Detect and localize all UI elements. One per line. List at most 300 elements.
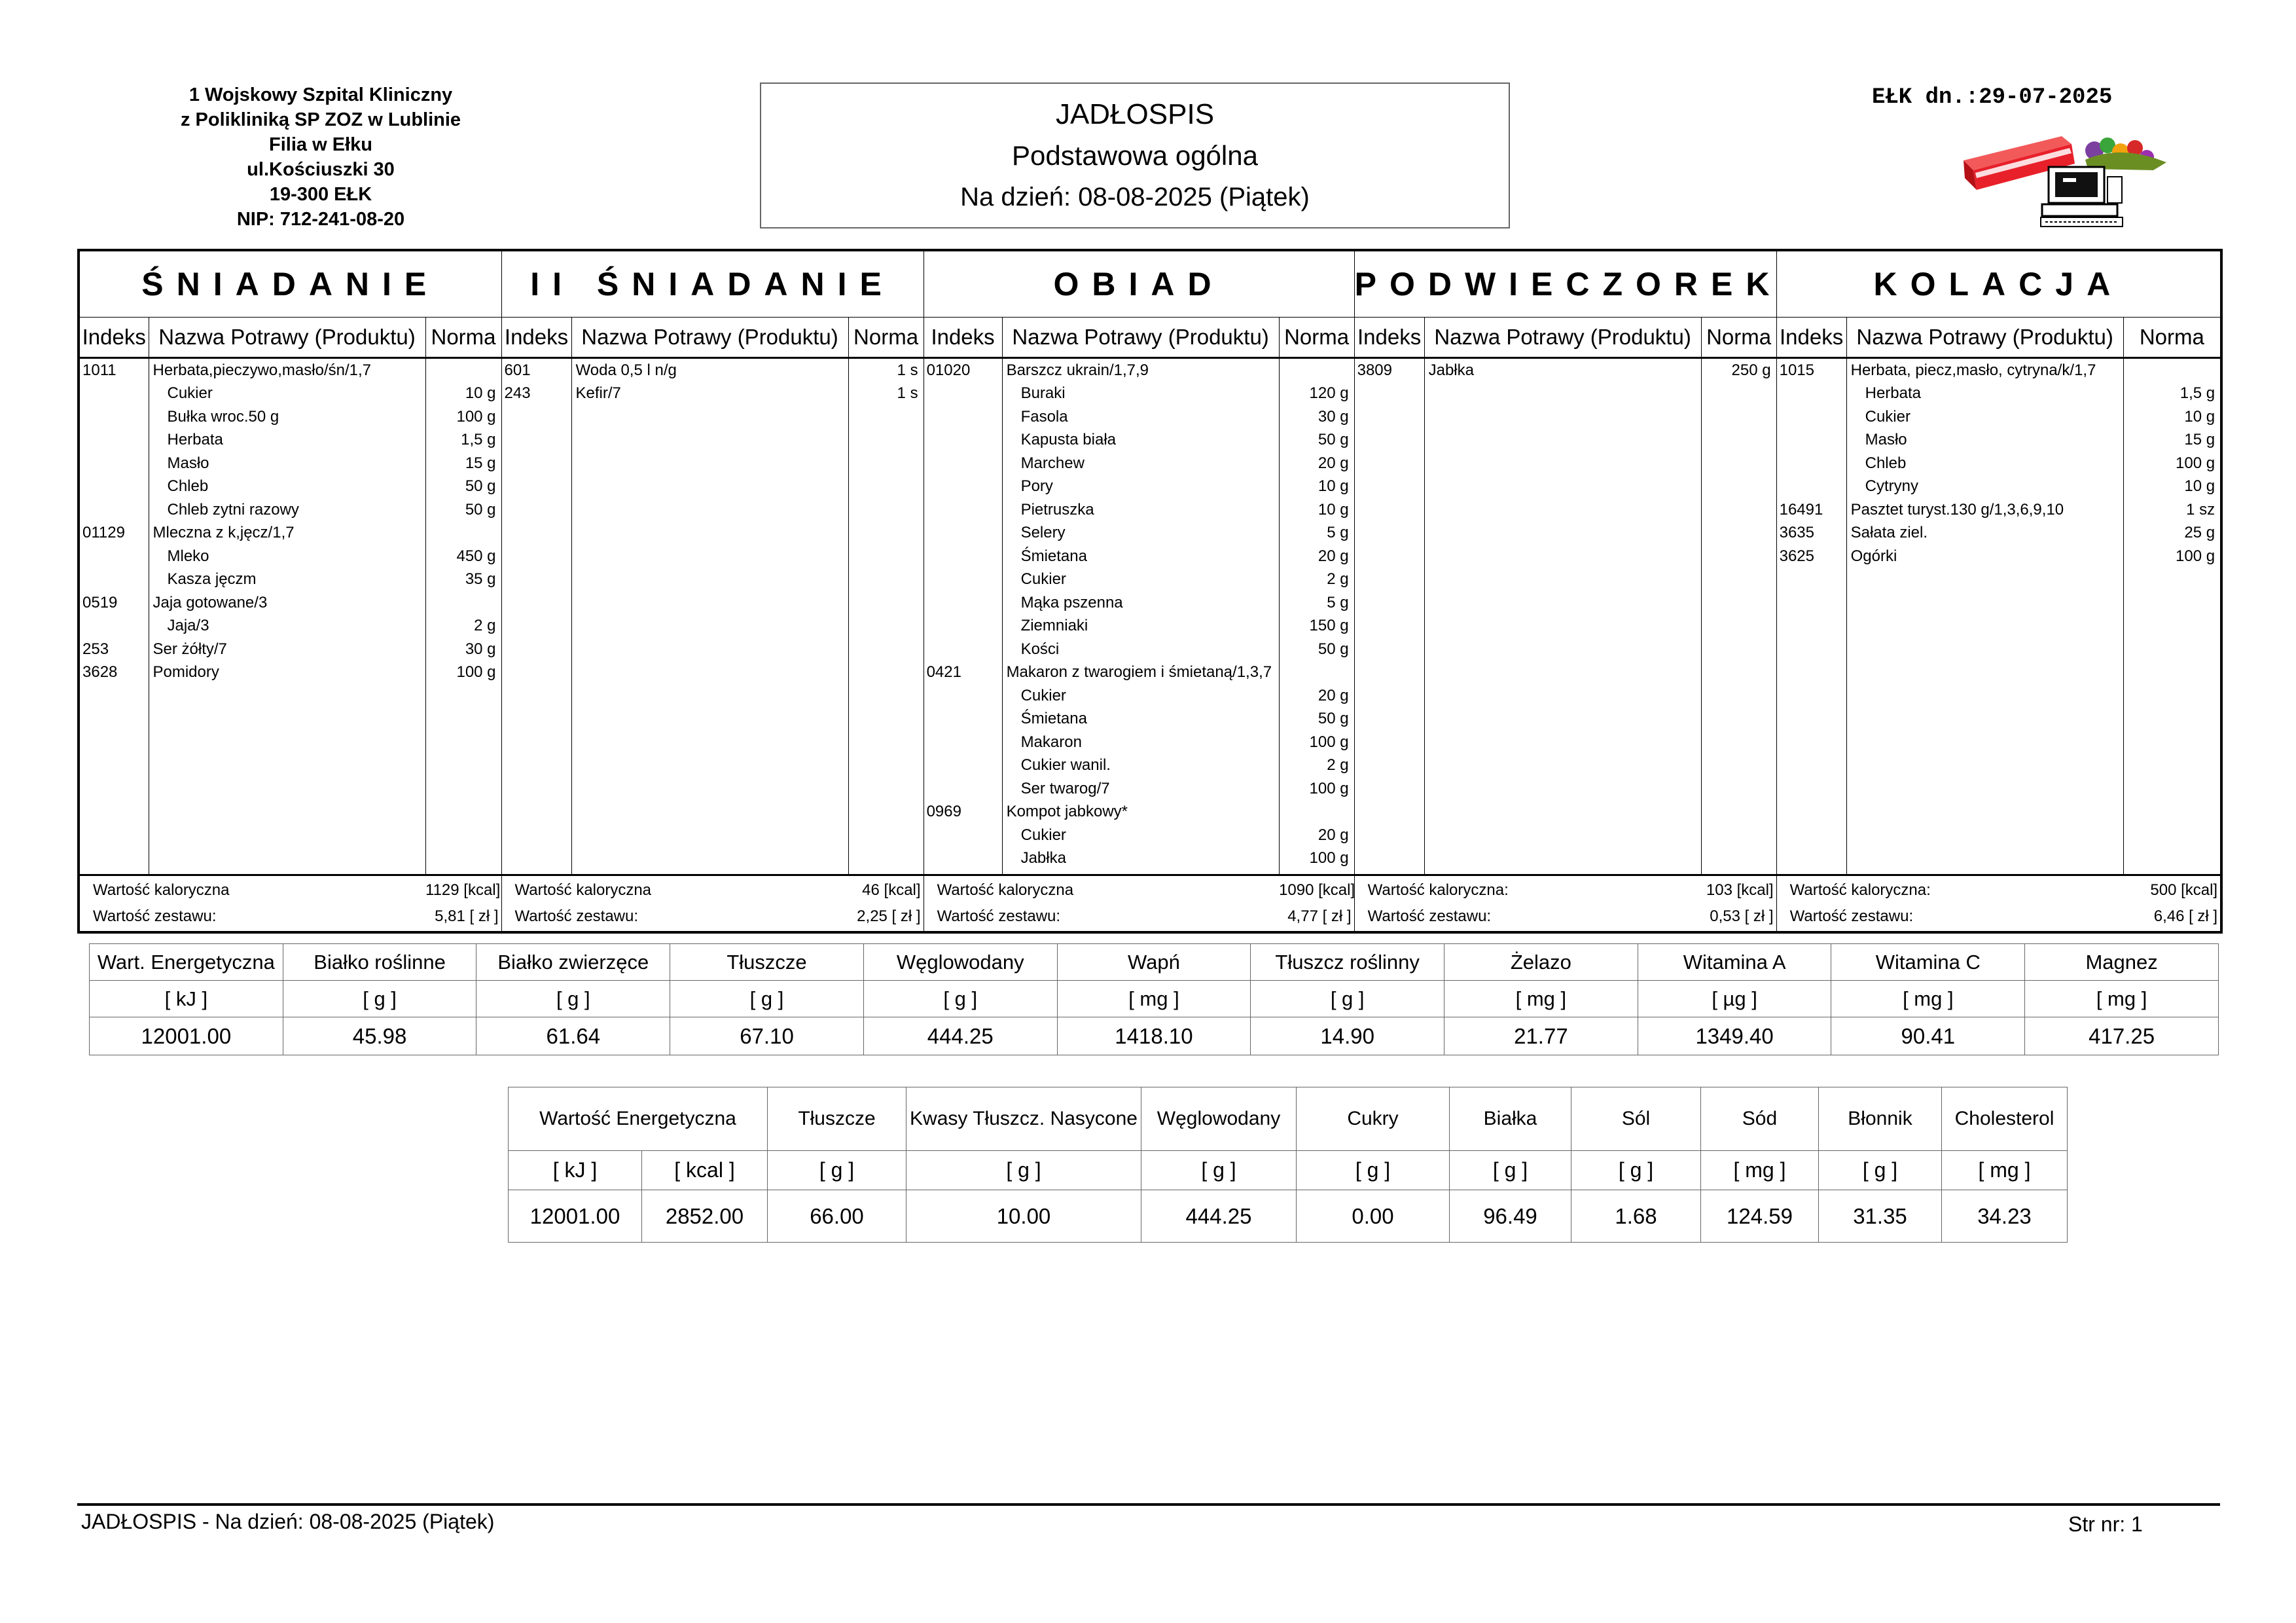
nutrient-name: Wart. Energetyczna [90, 944, 283, 981]
meal-title-second-breakfast: II ŚNIADANIE [501, 250, 924, 317]
dish-index: 01020 [926, 361, 971, 379]
meal-title-lunch: OBIAD [924, 250, 1354, 317]
ingredient-name: Buraki [1020, 384, 1066, 402]
meal-summary-labels [1354, 875, 1701, 932]
nutrient-name: Wapń [1057, 944, 1251, 981]
hospital-line1: 1 Wojskowy Szpital Kliniczny [188, 84, 453, 105]
dish-index [924, 568, 1002, 591]
dish-name: Pasztet turyst.130 g/1,3,6,9,10 [1850, 500, 2064, 519]
hospital-line6: NIP: 712-241-08-20 [236, 209, 405, 230]
cost-value: 4,77 [ zł ] [1287, 907, 1352, 925]
dish-norm [2124, 359, 2221, 382]
ingredient-name: Mąka pszenna [1020, 593, 1123, 611]
column-header-row [79, 317, 2221, 357]
column-index: Indeks [79, 317, 149, 357]
nutrient-unit: [ mg ] [1942, 1151, 2068, 1190]
dish-index [80, 498, 149, 522]
calorie-value: 1129 [kcal] [425, 881, 501, 899]
nutrient-value: 124.59 [1701, 1190, 1819, 1243]
diet-name: Podstawowa ogólna [1012, 140, 1258, 171]
nutrient-value: 2852.00 [642, 1190, 768, 1243]
dish-index: 0969 [926, 803, 961, 820]
dish-norm: 50 g [465, 500, 496, 519]
calorie-value: 103 [kcal] [1706, 881, 1774, 899]
dish-norm: 50 g [1318, 710, 1349, 727]
nutrient-name: Tłuszcze [670, 944, 864, 981]
ingredient-name: Mleko [167, 547, 209, 565]
dish-index [80, 452, 149, 475]
nutrition-table-2 [508, 1087, 2068, 1243]
title-box [760, 82, 1510, 228]
dish-index: 0421 [926, 663, 961, 681]
column-index: Indeks [1776, 317, 1846, 357]
dish-norm: 20 g [1318, 454, 1349, 472]
dish-norm: 100 g [1309, 733, 1349, 751]
dish-name: Ser żółty/7 [152, 640, 227, 658]
calorie-label: Wartość kaloryczna: [1367, 881, 1509, 899]
column-name: Nazwa Potrawy (Produktu) [571, 317, 848, 357]
ingredient-name: Cukier [1020, 826, 1066, 844]
ingredient-name: Kasza jęczm [167, 570, 257, 588]
ingredient-name: Chleb [1865, 454, 1907, 472]
ingredient-name: Kości [1020, 640, 1060, 658]
nutrient-value: 12001.00 [509, 1190, 642, 1243]
nutrient-name: Magnez [2025, 944, 2219, 981]
ingredient-name: Śmietana [1020, 710, 1087, 727]
ingredient-name: Masło [167, 454, 209, 472]
column-norm: Norma [1279, 317, 1354, 357]
dish-index [924, 452, 1002, 475]
meal-name-column [571, 357, 848, 875]
nutrition-header-row [90, 944, 2219, 981]
dish-index [1777, 428, 1846, 452]
page-number: Str nr: 1 [2068, 1512, 2143, 1536]
dish-name: Pomidory [152, 663, 219, 681]
nutrient-name: Białko zwierzęce [476, 944, 670, 981]
ingredient-name: Śmietana [1020, 547, 1087, 565]
menu-body-row [79, 357, 2221, 875]
calorie-value: 1090 [kcal] [1279, 881, 1355, 899]
dish-norm: 10 g [465, 384, 496, 402]
dish-name: Sałata ziel. [1850, 524, 1928, 541]
dish-index: 1015 [1779, 361, 1814, 379]
nutrient-name: Kwasy Tłuszcz. Nasycone [906, 1087, 1141, 1151]
dish-norm: 100 g [456, 663, 496, 681]
column-name: Nazwa Potrawy (Produktu) [1424, 317, 1701, 357]
nutrition-value-row [90, 1017, 2219, 1055]
nutrient-value: 10.00 [906, 1190, 1141, 1243]
nutrient-name: Błonnik [1819, 1087, 1942, 1151]
cost-value: 6,46 [ zł ] [2153, 907, 2218, 925]
ingredient-name: Selery [1020, 524, 1066, 541]
nutrition2-unit-row [509, 1151, 2068, 1190]
dish-norm: 10 g [1318, 477, 1349, 495]
nutrient-value: 21.77 [1444, 1017, 1638, 1055]
book-computer-fruit-logo-icon [1957, 131, 2173, 229]
nutrient-name: Sól [1571, 1087, 1701, 1151]
dish-index [924, 521, 1002, 545]
meal-norm-column [2123, 357, 2221, 875]
nutrient-name: Witamina A [1638, 944, 1831, 981]
meal-index-column [924, 357, 1002, 875]
dish-index [80, 475, 149, 498]
calorie-label: Wartość kaloryczna: [1789, 881, 1931, 899]
cost-value: 2,25 [ zł ] [857, 907, 921, 925]
nutrient-value: 34.23 [1942, 1190, 2068, 1243]
column-name: Nazwa Potrawy (Produktu) [149, 317, 425, 357]
dish-index: 1011 [82, 361, 117, 379]
ingredient-name: Cukier [167, 384, 213, 402]
dish-norm: 10 g [1318, 500, 1349, 519]
dish-index [80, 382, 149, 405]
cost-value: 0,53 [ zł ] [1710, 907, 1774, 925]
hospital-line5: 19-300 EŁK [269, 184, 372, 205]
ingredient-name: Jaja/3 [167, 617, 209, 634]
dish-norm: 100 g [2176, 454, 2215, 472]
meal-summary-labels [1776, 875, 2123, 932]
dish-norm: 30 g [465, 640, 496, 658]
dish-name: Mleczna z k,jęcz/1,7 [152, 524, 295, 541]
ingredient-name: Cukier [1020, 686, 1066, 704]
dish-index [924, 684, 1002, 708]
nutrient-unit: [ g ] [1450, 1151, 1571, 1190]
dish-index: 0519 [82, 593, 118, 611]
dish-norm: 250 g [1731, 361, 1771, 379]
dish-index: 16491 [1779, 500, 1823, 519]
meal-norm-column [425, 357, 501, 875]
dish-norm: 50 g [1318, 640, 1349, 658]
dish-norm [1280, 359, 1354, 382]
ingredient-name: Makaron [1020, 733, 1082, 751]
dish-norm: 1 sz [2186, 500, 2215, 519]
dish-norm: 25 g [2184, 524, 2215, 541]
dish-norm: 150 g [1309, 617, 1349, 634]
column-index: Indeks [924, 317, 1002, 357]
nutrient-unit: [ g ] [1819, 1151, 1942, 1190]
nutrient-unit: [ g ] [283, 981, 476, 1017]
ingredient-name: Kapusta biała [1020, 431, 1117, 448]
ingredient-name: Chleb zytni razowy [167, 500, 299, 519]
dish-index: 3635 [1779, 524, 1814, 541]
dish-name: Herbata, piecz,masło, cytryna/k/1,7 [1850, 361, 2096, 379]
dish-index: 253 [82, 640, 109, 658]
footer-divider [77, 1503, 2220, 1506]
dish-norm: 20 g [1318, 686, 1349, 704]
ingredient-name: Bułka wroc.50 g [167, 407, 279, 426]
dish-norm: 50 g [1318, 431, 1349, 448]
dish-norm: 20 g [1318, 547, 1349, 565]
issue-date: EŁK dn.:29-07-2025 [1872, 85, 2113, 110]
dish-index: 3625 [1779, 547, 1814, 565]
meal-name-column [1002, 357, 1279, 875]
dish-norm: 1,5 g [2179, 384, 2215, 402]
meal-title-afternoon-snack: PODWIECZOREK [1354, 250, 1776, 317]
dish-norm: 100 g [1309, 779, 1349, 797]
nutrient-value: 444.25 [863, 1017, 1057, 1055]
dish-index [924, 498, 1002, 522]
dish-norm: 100 g [2176, 547, 2215, 565]
nutrient-value: 31.35 [1819, 1190, 1942, 1243]
dish-index [924, 777, 1002, 801]
menu-summary-row [79, 875, 2221, 932]
meal-summary-values [2123, 875, 2221, 932]
menu-date: Na dzień: 08-08-2025 (Piątek) [960, 183, 1310, 211]
dish-norm: 15 g [465, 454, 496, 472]
nutrient-value: 96.49 [1450, 1190, 1571, 1243]
meal-name-column [1846, 357, 2123, 875]
dish-name: Jabłka [1428, 361, 1474, 379]
nutrient-value: 45.98 [283, 1017, 476, 1055]
dish-name: Jaja gotowane/3 [152, 593, 268, 611]
dish-norm: 30 g [1318, 407, 1349, 426]
meal-summary-values [1279, 875, 1354, 932]
dish-norm [426, 359, 501, 382]
dish-norm: 2 g [1327, 756, 1349, 774]
cost-label: Wartość zestawu: [93, 907, 217, 925]
dish-index [80, 405, 149, 429]
dish-norm: 10 g [2184, 407, 2215, 426]
ingredient-name: Ser twarog/7 [1020, 779, 1110, 797]
dish-norm: 5 g [1327, 524, 1349, 541]
dish-norm [1280, 800, 1354, 824]
nutrient-name: Witamina C [1831, 944, 2025, 981]
ingredient-name: Ziemniaki [1020, 617, 1088, 634]
nutrient-unit: [ kJ ] [509, 1151, 642, 1190]
nutrient-name: Tłuszcze [768, 1087, 906, 1151]
dish-index [1777, 382, 1846, 405]
dish-norm: 35 g [465, 570, 496, 588]
nutrient-unit: [ mg ] [1831, 981, 2025, 1017]
nutrient-value: 90.41 [1831, 1017, 2025, 1055]
hospital-line3: Filia w Ełku [269, 134, 372, 155]
ingredient-name: Chleb [167, 477, 209, 495]
calorie-value: 500 [kcal] [2150, 881, 2218, 899]
meal-norm-column [1279, 357, 1354, 875]
nutrient-name: Cholesterol [1942, 1087, 2068, 1151]
dish-norm: 120 g [1309, 384, 1349, 402]
dish-index [924, 545, 1002, 568]
calorie-label: Wartość kaloryczna [514, 881, 652, 899]
nutrient-value: 1.68 [1571, 1190, 1701, 1243]
nutrient-value: 1418.10 [1057, 1017, 1251, 1055]
nutrient-unit: [ g ] [1251, 981, 1444, 1017]
dish-index: 601 [504, 361, 531, 379]
dish-name: Ogórki [1850, 547, 1897, 565]
meal-norm-column [1701, 357, 1776, 875]
ingredient-name: Herbata [1865, 384, 1921, 402]
nutrient-unit: [ g ] [768, 1151, 906, 1190]
nutrient-unit: [ mg ] [1701, 1151, 1819, 1190]
dish-index [80, 545, 149, 568]
ingredient-name: Cukier [1865, 407, 1910, 426]
dish-norm: 450 g [456, 547, 496, 565]
ingredient-name: Marchew [1020, 454, 1085, 472]
dish-index: 3628 [82, 663, 118, 681]
nutrient-value: 14.90 [1251, 1017, 1444, 1055]
nutrient-unit: [ g ] [1141, 1151, 1297, 1190]
ingredient-name: Jabłka [1020, 849, 1066, 867]
meal-summary-values [1701, 875, 1776, 932]
calorie-label: Wartość kaloryczna [93, 881, 230, 899]
meal-summary-labels [79, 875, 425, 932]
dish-index [924, 614, 1002, 638]
nutrition2-value-row [509, 1190, 2068, 1243]
dish-norm: 1,5 g [461, 431, 496, 448]
dish-name: Kefir/7 [575, 384, 621, 402]
cost-label: Wartość zestawu: [1367, 907, 1492, 925]
dish-index [924, 754, 1002, 777]
meal-title-supper: KOLACJA [1776, 250, 2221, 317]
column-norm: Norma [2123, 317, 2221, 357]
dish-index [1777, 475, 1846, 498]
nutrient-name: Węglowodany [1141, 1087, 1297, 1151]
ingredient-name: Pory [1020, 477, 1053, 495]
cost-label: Wartość zestawu: [514, 907, 639, 925]
nutrition2-energy-header: Wartość Energetyczna [509, 1087, 768, 1151]
nutrient-name: Białka [1450, 1087, 1571, 1151]
nutrient-value: 12001.00 [90, 1017, 283, 1055]
nutrient-name: Tłuszcz roślinny [1251, 944, 1444, 981]
meal-index-column [1354, 357, 1424, 875]
meal-index-column [1776, 357, 1846, 875]
dish-norm: 100 g [456, 407, 496, 426]
dish-index [924, 382, 1002, 405]
nutrient-unit: [ kJ ] [90, 981, 283, 1017]
nutrient-unit: [ g ] [476, 981, 670, 1017]
meal-name-column [1424, 357, 1701, 875]
calorie-value: 46 [kcal] [862, 881, 921, 899]
nutrient-value: 66.00 [768, 1190, 906, 1243]
nutrient-name: Sód [1701, 1087, 1819, 1151]
nutrient-value: 61.64 [476, 1017, 670, 1055]
nutrient-name: Białko roślinne [283, 944, 476, 981]
dish-name: Kompot jabkowy* [1006, 803, 1128, 820]
dish-index: 243 [504, 384, 531, 402]
dish-norm: 2 g [1327, 570, 1349, 588]
dish-norm: 1 s [897, 384, 918, 402]
nutrient-unit: [ g ] [1571, 1151, 1701, 1190]
nutrient-unit: [ g ] [863, 981, 1057, 1017]
dish-index [924, 638, 1002, 661]
cost-label: Wartość zestawu: [1789, 907, 1914, 925]
meal-summary-values [848, 875, 924, 932]
dish-index: 3809 [1357, 361, 1392, 379]
hospital-address [98, 82, 543, 232]
dish-index [924, 824, 1002, 847]
page-title: JADŁOSPIS [1055, 98, 1215, 130]
dish-norm [426, 521, 501, 545]
nutrient-value: 444.25 [1141, 1190, 1297, 1243]
meal-index-column [79, 357, 149, 875]
dish-index [924, 731, 1002, 754]
dish-index [80, 568, 149, 591]
dish-index: 01129 [82, 524, 125, 541]
nutrition-table-1 [89, 943, 2219, 1055]
ingredient-name: Herbata [167, 431, 223, 448]
meal-title-breakfast: ŚNIADANIE [79, 250, 501, 317]
meal-norm-column [848, 357, 924, 875]
nutrient-value: 67.10 [670, 1017, 864, 1055]
dish-norm [426, 591, 501, 615]
dish-index [924, 475, 1002, 498]
dish-norm: 10 g [2184, 477, 2215, 495]
hospital-line2: z Polikliniką SP ZOZ w Lublinie [180, 109, 461, 130]
dish-name: Herbata,pieczywo,masło/śn/1,7 [152, 361, 371, 379]
dish-index [1777, 405, 1846, 429]
nutrient-name: Węglowodany [863, 944, 1057, 981]
ingredient-name: Pietruszka [1020, 500, 1094, 519]
dish-index [80, 428, 149, 452]
column-name: Nazwa Potrawy (Produktu) [1846, 317, 2123, 357]
dish-name: Woda 0,5 l n/g [575, 361, 677, 379]
ingredient-name: Masło [1865, 431, 1907, 448]
dish-norm [1280, 661, 1354, 684]
column-name: Nazwa Potrawy (Produktu) [1002, 317, 1279, 357]
nutrient-unit: [ mg ] [1057, 981, 1251, 1017]
column-norm: Norma [1701, 317, 1776, 357]
dish-norm: 15 g [2184, 431, 2215, 448]
cost-value: 5,81 [ zł ] [435, 907, 499, 925]
dish-name: Barszcz ukrain/1,7,9 [1006, 361, 1149, 379]
ingredient-name: Cukier [1020, 570, 1066, 588]
column-norm: Norma [425, 317, 501, 357]
dish-name: Makaron z twarogiem i śmietaną/1,3,7 [1006, 663, 1272, 681]
footer-title: JADŁOSPIS - Na dzień: 08-08-2025 (Piątek) [81, 1510, 495, 1533]
dish-norm: 5 g [1327, 593, 1349, 611]
hospital-line4: ul.Kościuszki 30 [247, 159, 395, 180]
dish-index [1777, 452, 1846, 475]
column-norm: Norma [848, 317, 924, 357]
ingredient-name: Cytryny [1865, 477, 1918, 495]
nutrient-value: 1349.40 [1638, 1017, 1831, 1055]
nutrition2-header-row [509, 1087, 2068, 1151]
calorie-label: Wartość kaloryczna [937, 881, 1074, 899]
meal-summary-labels [501, 875, 848, 932]
dish-norm: 50 g [465, 477, 496, 495]
dish-index [924, 405, 1002, 429]
nutrient-name: Żelazo [1444, 944, 1638, 981]
nutrient-value: 417.25 [2025, 1017, 2219, 1055]
column-index: Indeks [501, 317, 571, 357]
nutrient-unit: [ g ] [1297, 1151, 1450, 1190]
dish-norm: 100 g [1309, 849, 1349, 867]
nutrient-unit: [ mg ] [1444, 981, 1638, 1017]
nutrient-unit: [ kcal ] [642, 1151, 768, 1190]
dish-index [924, 428, 1002, 452]
nutrient-unit: [ mg ] [2025, 981, 2219, 1017]
meal-summary-values [425, 875, 501, 932]
column-index: Indeks [1354, 317, 1424, 357]
nutrient-unit: [ g ] [906, 1151, 1141, 1190]
dish-norm: 1 s [897, 361, 918, 379]
dish-norm: 2 g [474, 617, 496, 634]
dish-index [924, 707, 1002, 731]
dish-index [924, 591, 1002, 615]
nutrient-value: 0.00 [1297, 1190, 1450, 1243]
ingredient-name: Cukier wanil. [1020, 756, 1111, 774]
meal-name-column [149, 357, 425, 875]
meal-summary-labels [924, 875, 1279, 932]
dish-index [924, 847, 1002, 870]
cost-label: Wartość zestawu: [937, 907, 1061, 925]
nutrient-unit: [ g ] [670, 981, 864, 1017]
ingredient-name: Fasola [1020, 407, 1068, 426]
nutrition-unit-row [90, 981, 2219, 1017]
dish-norm: 20 g [1318, 826, 1349, 844]
nutrient-unit: [ µg ] [1638, 981, 1831, 1017]
meal-index-column [501, 357, 571, 875]
menu-table [77, 249, 2223, 934]
